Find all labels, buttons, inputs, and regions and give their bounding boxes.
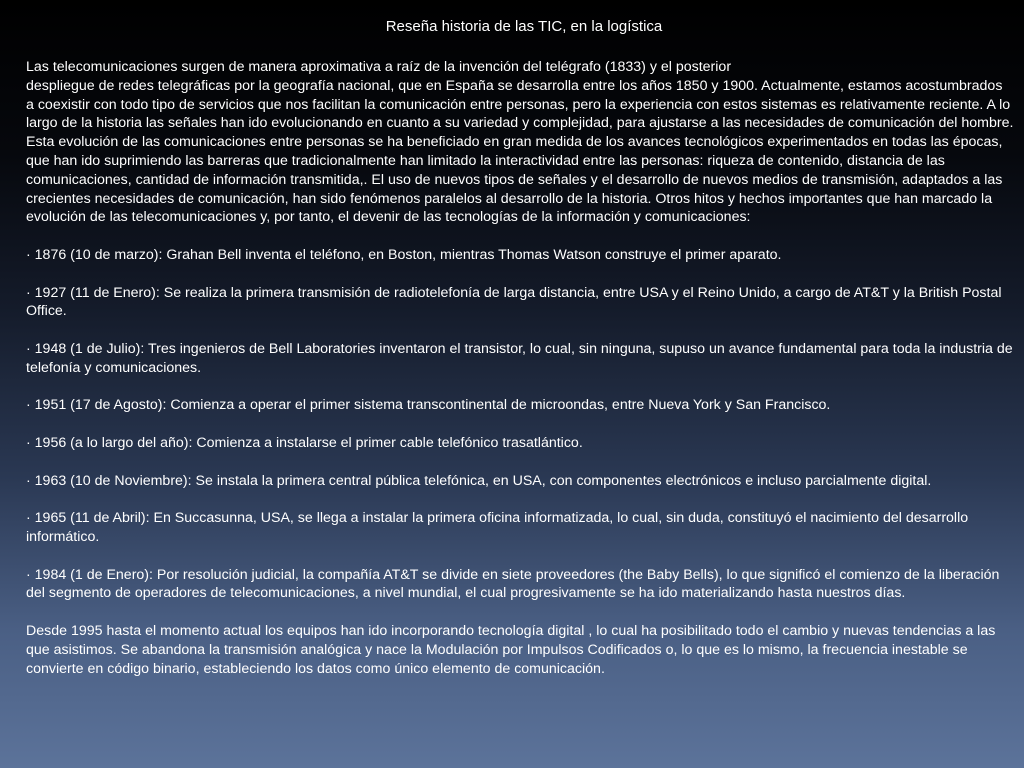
milestone-item: · 1951 (17 de Agosto): Comienza a operar el primer sistema transcontinental de microondas, entre Nueva York y San Francisco. <box>26 397 831 414</box>
milestone-item: · 1956 (a lo largo del año): Comienza a instalarse el primer cable telefónico trasatlántico. <box>26 434 583 451</box>
intro-paragraph <box>26 58 1014 227</box>
milestone-item: · 1984 (1 de Enero): Por resolución judicial, la compañía AT&T se divide en siete proveedores (the Baby Bells), lo que significó el comienzo de la liberación del segmento de operadores de telecomunicaciones, a nivel mundial, el cual progresivamente se ha ido materializando hasta nuestros días. <box>26 566 1000 602</box>
milestone-item: · 1965 (11 de Abril): En Succasunna, USA, se llega a instalar la primera oficina informatizada, lo cual, sin duda, constituyó el nacimiento del desarrollo informático. <box>26 510 969 545</box>
slide-title: Reseña historia de las TIC, en la logística <box>385 18 663 35</box>
slide-body <box>26 58 1014 678</box>
intro-rest: despliegue de redes telegráficas por la geografía nacional, que en España se desarrolla entre los años 1850 y 1900. Actualmente, estamos acostumbrados a coexistir con todo tipo de servicios que nos facilitan la comunicación entre personas, pero la experiencia con estos sistemas es relativamente reciente. A lo largo de la historia las señales han ido evolucionando en cuanto a su variedad y complejidad, para ajustarse a las necesidades de comunicación del hombre. Esta evolución de las comunicaciones entre personas se ha beneficiado en gran medida de los avances tecnológicos experimentados en todas las épocas, que han ido suprimiendo las barreras que tradicionalmente han limitado la interactividad entre las personas: riqueza de contenido, distancia de las comunicaciones, cantidad de información transmitida,. El uso de nuevos tipos de señales y el desarrollo de nuevos medios de transmisión, adaptados a las crecientes necesidades de comunicación, han sido fenómenos paralelos al desarrollo de la historia. Otros hitos y hechos importantes que han marcado la evolución de las telecomunicaciones y, por tanto, el devenir de las tecnologías de la información y comunicaciones: <box>26 77 1014 226</box>
intro-first-line: Las telecomunicaciones surgen de manera aproximativa a raíz de la invención del telégrafo (1833) y el posterior <box>26 59 732 75</box>
milestone-item: · 1948 (1 de Julio): Tres ingenieros de Bell Laboratories inventaron el transistor, lo cual, sin ninguna, supuso un avance fundamental para toda la industria de telefonía y comunicaciones. <box>26 340 1013 376</box>
milestone-item: · 1927 (11 de Enero): Se realiza la primera transmisión de radiotelefonía de larga distancia, entre USA y el Reino Unido, a cargo de AT&T y la British Postal Office. <box>26 284 1002 320</box>
milestone-item: · 1876 (10 de marzo): Grahan Bell inventa el teléfono, en Boston, mientras Thomas Watson construye el primer aparato. <box>26 246 782 263</box>
milestone-item: · 1963 (10 de Noviembre): Se instala la primera central pública telefónica, en USA, con componentes electrónicos e incluso parcialmente digital. <box>26 472 932 489</box>
closing-paragraph: Desde 1995 hasta el momento actual los equipos han ido incorporando tecnología digital , lo cual ha posibilitado todo el cambio y nuevas tendencias a las que asistimos. Se abandona la transmisión analógica y nace la Modulación por Impulsos Codificados o, lo que es lo mismo, la frecuencia inestable se convierte en código binario, estableciendo los datos como único elemento de comunicación. <box>26 622 996 677</box>
